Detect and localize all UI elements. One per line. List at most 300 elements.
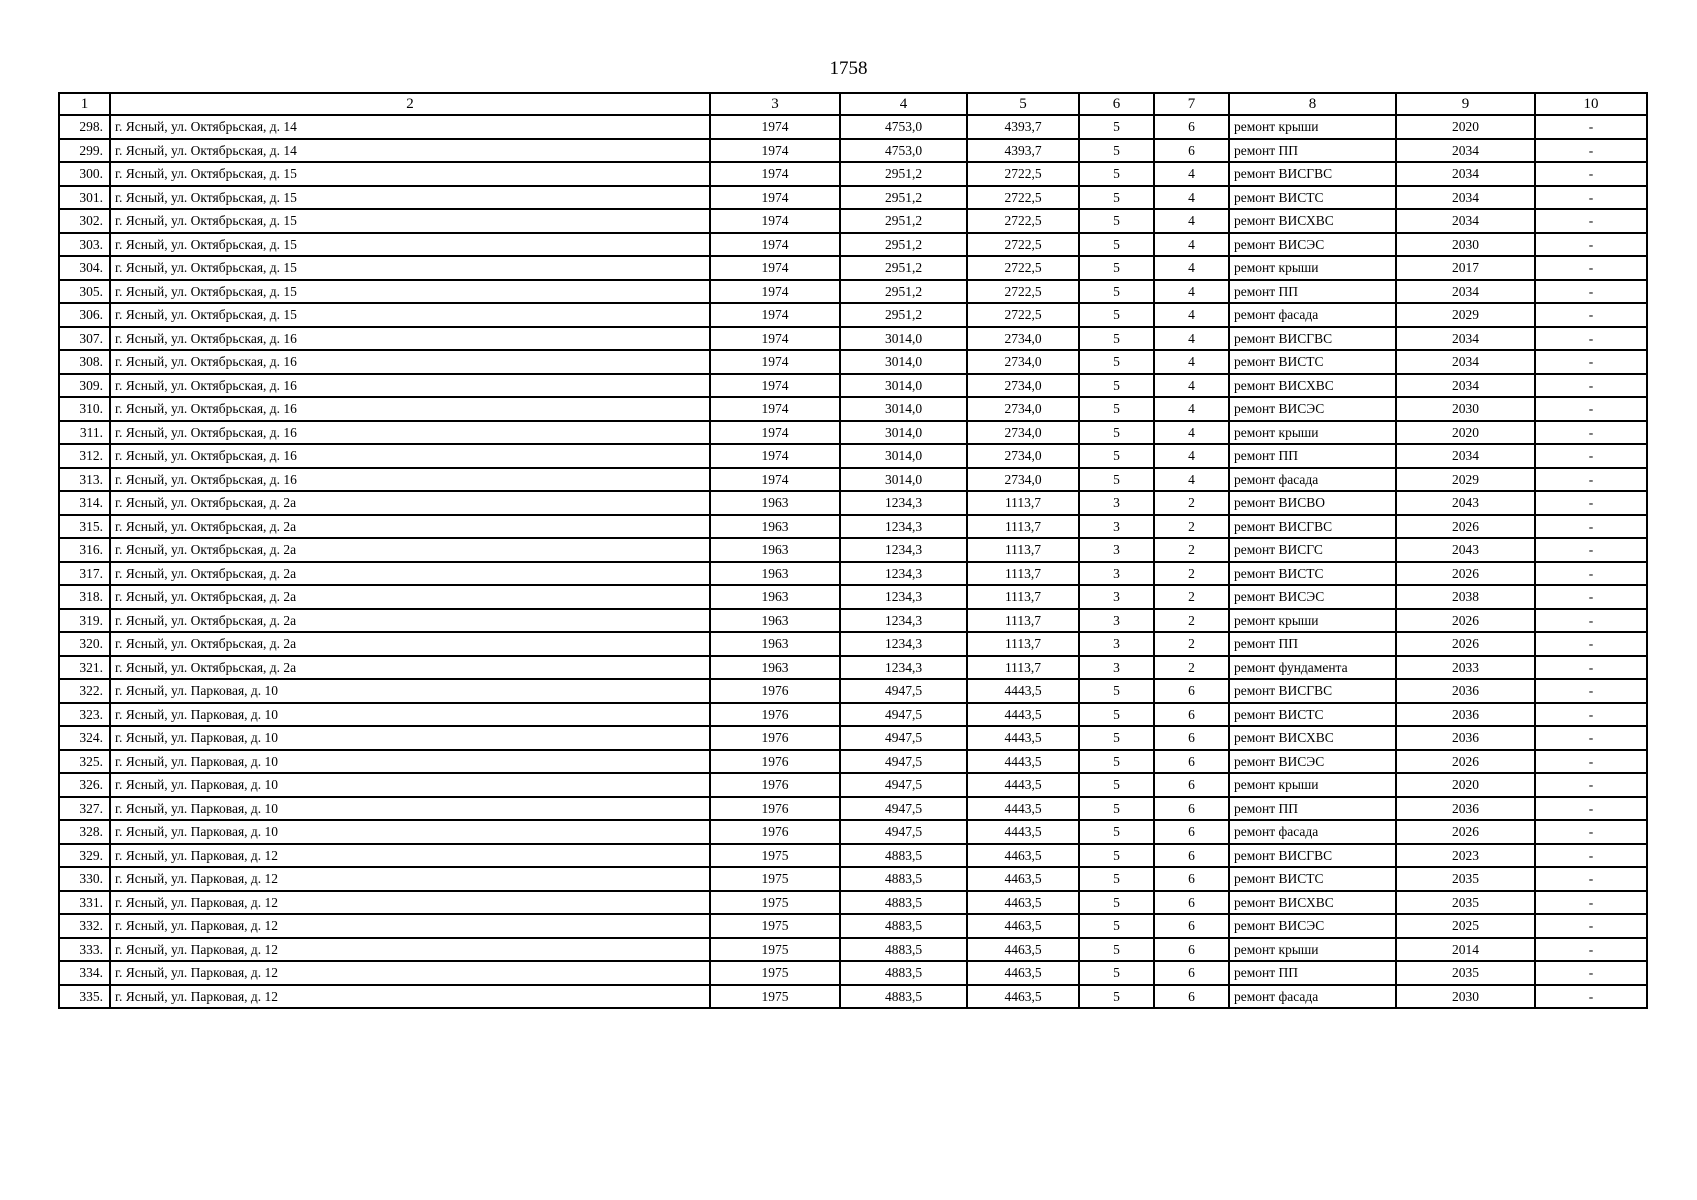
table-row (59, 844, 1647, 868)
cell-plan-year: 2026 (1396, 750, 1535, 774)
cell-note: - (1535, 515, 1647, 539)
cell-living-area: 4393,7 (967, 115, 1079, 139)
table-row (59, 491, 1647, 515)
column-header-5: 5 (967, 93, 1079, 115)
cell-living-area: 2734,0 (967, 350, 1079, 374)
cell-entrances: 2 (1154, 609, 1229, 633)
table-row (59, 327, 1647, 351)
table-row (59, 820, 1647, 844)
cell-note: - (1535, 327, 1647, 351)
cell-work-type: ремонт ВИСХВС (1229, 374, 1396, 398)
cell-work-type: ремонт ВИСТС (1229, 562, 1396, 586)
cell-floors: 5 (1079, 209, 1154, 233)
cell-note: - (1535, 985, 1647, 1009)
table-row (59, 632, 1647, 656)
cell-row-number: 331. (59, 891, 110, 915)
cell-work-type: ремонт ВИСТС (1229, 867, 1396, 891)
cell-plan-year: 2034 (1396, 139, 1535, 163)
cell-entrances: 2 (1154, 491, 1229, 515)
cell-entrances: 6 (1154, 844, 1229, 868)
table-row (59, 186, 1647, 210)
cell-floors: 5 (1079, 256, 1154, 280)
cell-note: - (1535, 139, 1647, 163)
cell-address: г. Ясный, ул. Октябрьская, д. 15 (110, 209, 710, 233)
cell-plan-year: 2029 (1396, 303, 1535, 327)
cell-floors: 5 (1079, 421, 1154, 445)
cell-work-type: ремонт ПП (1229, 797, 1396, 821)
cell-living-area: 2722,5 (967, 256, 1079, 280)
cell-total-area: 4883,5 (840, 961, 967, 985)
cell-address: г. Ясный, ул. Октябрьская, д. 2а (110, 538, 710, 562)
cell-work-type: ремонт ВИСХВС (1229, 891, 1396, 915)
cell-plan-year: 2035 (1396, 867, 1535, 891)
table-row (59, 397, 1647, 421)
cell-entrances: 6 (1154, 938, 1229, 962)
cell-note: - (1535, 656, 1647, 680)
cell-plan-year: 2020 (1396, 421, 1535, 445)
cell-living-area: 4443,5 (967, 726, 1079, 750)
table-row (59, 961, 1647, 985)
cell-living-area: 4443,5 (967, 679, 1079, 703)
cell-floors: 5 (1079, 444, 1154, 468)
cell-address: г. Ясный, ул. Октябрьская, д. 2а (110, 609, 710, 633)
cell-total-area: 1234,3 (840, 491, 967, 515)
cell-living-area: 2734,0 (967, 327, 1079, 351)
cell-note: - (1535, 444, 1647, 468)
cell-entrances: 6 (1154, 867, 1229, 891)
cell-plan-year: 2036 (1396, 797, 1535, 821)
column-header-2: 2 (110, 93, 710, 115)
cell-work-type: ремонт фасада (1229, 303, 1396, 327)
table-row (59, 209, 1647, 233)
cell-work-type: ремонт ВИСТС (1229, 350, 1396, 374)
cell-floors: 3 (1079, 491, 1154, 515)
cell-entrances: 6 (1154, 679, 1229, 703)
cell-year-built: 1974 (710, 256, 840, 280)
cell-note: - (1535, 280, 1647, 304)
cell-total-area: 2951,2 (840, 256, 967, 280)
cell-work-type: ремонт фасада (1229, 820, 1396, 844)
cell-total-area: 3014,0 (840, 421, 967, 445)
cell-address: г. Ясный, ул. Парковая, д. 10 (110, 703, 710, 727)
cell-total-area: 1234,3 (840, 656, 967, 680)
cell-floors: 3 (1079, 632, 1154, 656)
cell-note: - (1535, 491, 1647, 515)
cell-work-type: ремонт ПП (1229, 961, 1396, 985)
cell-entrances: 6 (1154, 750, 1229, 774)
cell-work-type: ремонт крыши (1229, 938, 1396, 962)
cell-address: г. Ясный, ул. Парковая, д. 10 (110, 679, 710, 703)
table-row (59, 280, 1647, 304)
cell-living-area: 1113,7 (967, 515, 1079, 539)
cell-plan-year: 2020 (1396, 115, 1535, 139)
cell-year-built: 1963 (710, 656, 840, 680)
cell-note: - (1535, 632, 1647, 656)
cell-address: г. Ясный, ул. Октябрьская, д. 2а (110, 632, 710, 656)
cell-entrances: 6 (1154, 891, 1229, 915)
cell-floors: 5 (1079, 303, 1154, 327)
cell-note: - (1535, 773, 1647, 797)
cell-address: г. Ясный, ул. Парковая, д. 10 (110, 820, 710, 844)
table-row (59, 444, 1647, 468)
cell-note: - (1535, 468, 1647, 492)
cell-entrances: 4 (1154, 468, 1229, 492)
cell-entrances: 4 (1154, 421, 1229, 445)
cell-floors: 5 (1079, 961, 1154, 985)
cell-year-built: 1963 (710, 515, 840, 539)
cell-floors: 5 (1079, 773, 1154, 797)
cell-note: - (1535, 844, 1647, 868)
cell-note: - (1535, 421, 1647, 445)
cell-year-built: 1963 (710, 562, 840, 586)
table-row (59, 303, 1647, 327)
cell-note: - (1535, 233, 1647, 257)
table-row (59, 515, 1647, 539)
cell-living-area: 1113,7 (967, 656, 1079, 680)
cell-address: г. Ясный, ул. Парковая, д. 10 (110, 797, 710, 821)
cell-entrances: 4 (1154, 350, 1229, 374)
cell-work-type: ремонт ВИСГВС (1229, 515, 1396, 539)
cell-living-area: 4463,5 (967, 844, 1079, 868)
cell-plan-year: 2036 (1396, 726, 1535, 750)
cell-year-built: 1963 (710, 609, 840, 633)
cell-living-area: 2734,0 (967, 397, 1079, 421)
cell-total-area: 4753,0 (840, 115, 967, 139)
cell-work-type: ремонт ВИСЭС (1229, 233, 1396, 257)
cell-floors: 5 (1079, 468, 1154, 492)
column-header-10: 10 (1535, 93, 1647, 115)
cell-total-area: 2951,2 (840, 303, 967, 327)
table-container (58, 92, 1646, 1009)
cell-entrances: 6 (1154, 726, 1229, 750)
cell-address: г. Ясный, ул. Октябрьская, д. 16 (110, 397, 710, 421)
cell-row-number: 305. (59, 280, 110, 304)
cell-year-built: 1975 (710, 914, 840, 938)
cell-note: - (1535, 891, 1647, 915)
cell-row-number: 298. (59, 115, 110, 139)
cell-floors: 5 (1079, 327, 1154, 351)
cell-work-type: ремонт фундамента (1229, 656, 1396, 680)
cell-living-area: 2722,5 (967, 162, 1079, 186)
cell-plan-year: 2034 (1396, 209, 1535, 233)
cell-plan-year: 2026 (1396, 820, 1535, 844)
cell-total-area: 4947,5 (840, 750, 967, 774)
cell-total-area: 1234,3 (840, 515, 967, 539)
cell-floors: 5 (1079, 703, 1154, 727)
cell-floors: 5 (1079, 750, 1154, 774)
cell-entrances: 4 (1154, 444, 1229, 468)
table-row (59, 162, 1647, 186)
cell-plan-year: 2034 (1396, 444, 1535, 468)
cell-work-type: ремонт ПП (1229, 632, 1396, 656)
cell-address: г. Ясный, ул. Октябрьская, д. 15 (110, 186, 710, 210)
table-row (59, 562, 1647, 586)
cell-entrances: 6 (1154, 985, 1229, 1009)
cell-work-type: ремонт ВИСЭС (1229, 914, 1396, 938)
cell-plan-year: 2030 (1396, 397, 1535, 421)
cell-address: г. Ясный, ул. Октябрьская, д. 2а (110, 656, 710, 680)
cell-work-type: ремонт ВИСГВС (1229, 327, 1396, 351)
cell-entrances: 2 (1154, 632, 1229, 656)
cell-row-number: 303. (59, 233, 110, 257)
cell-floors: 3 (1079, 656, 1154, 680)
cell-year-built: 1975 (710, 844, 840, 868)
table-row (59, 468, 1647, 492)
cell-work-type: ремонт ВИСТС (1229, 186, 1396, 210)
cell-address: г. Ясный, ул. Парковая, д. 10 (110, 773, 710, 797)
cell-plan-year: 2034 (1396, 162, 1535, 186)
cell-plan-year: 2035 (1396, 961, 1535, 985)
column-header-7: 7 (1154, 93, 1229, 115)
cell-living-area: 4443,5 (967, 797, 1079, 821)
cell-plan-year: 2036 (1396, 703, 1535, 727)
cell-year-built: 1974 (710, 209, 840, 233)
table-row (59, 656, 1647, 680)
cell-row-number: 304. (59, 256, 110, 280)
table-row (59, 679, 1647, 703)
cell-note: - (1535, 374, 1647, 398)
cell-plan-year: 2023 (1396, 844, 1535, 868)
cell-floors: 5 (1079, 397, 1154, 421)
cell-floors: 3 (1079, 609, 1154, 633)
cell-total-area: 1234,3 (840, 609, 967, 633)
cell-row-number: 334. (59, 961, 110, 985)
cell-total-area: 4947,5 (840, 726, 967, 750)
cell-total-area: 4883,5 (840, 844, 967, 868)
cell-row-number: 311. (59, 421, 110, 445)
cell-work-type: ремонт ВИСГВС (1229, 679, 1396, 703)
cell-total-area: 2951,2 (840, 186, 967, 210)
cell-total-area: 2951,2 (840, 233, 967, 257)
cell-address: г. Ясный, ул. Октябрьская, д. 2а (110, 585, 710, 609)
cell-living-area: 2722,5 (967, 209, 1079, 233)
cell-living-area: 1113,7 (967, 491, 1079, 515)
cell-total-area: 3014,0 (840, 374, 967, 398)
cell-total-area: 4947,5 (840, 820, 967, 844)
cell-work-type: ремонт ВИСЭС (1229, 750, 1396, 774)
cell-plan-year: 2029 (1396, 468, 1535, 492)
cell-entrances: 4 (1154, 186, 1229, 210)
cell-work-type: ремонт крыши (1229, 773, 1396, 797)
header-row (59, 93, 1647, 115)
cell-floors: 5 (1079, 820, 1154, 844)
column-header-4: 4 (840, 93, 967, 115)
column-header-3: 3 (710, 93, 840, 115)
cell-address: г. Ясный, ул. Парковая, д. 12 (110, 891, 710, 915)
cell-address: г. Ясный, ул. Парковая, д. 10 (110, 750, 710, 774)
column-header-1: 1 (59, 93, 110, 115)
table-row (59, 374, 1647, 398)
cell-address: г. Ясный, ул. Парковая, д. 12 (110, 867, 710, 891)
cell-address: г. Ясный, ул. Октябрьская, д. 2а (110, 491, 710, 515)
cell-note: - (1535, 186, 1647, 210)
cell-plan-year: 2038 (1396, 585, 1535, 609)
cell-plan-year: 2017 (1396, 256, 1535, 280)
cell-total-area: 3014,0 (840, 444, 967, 468)
cell-floors: 3 (1079, 515, 1154, 539)
cell-row-number: 320. (59, 632, 110, 656)
cell-floors: 3 (1079, 562, 1154, 586)
cell-year-built: 1975 (710, 985, 840, 1009)
cell-year-built: 1976 (710, 773, 840, 797)
cell-floors: 5 (1079, 139, 1154, 163)
cell-entrances: 4 (1154, 303, 1229, 327)
repair-schedule-table (58, 92, 1648, 1009)
cell-address: г. Ясный, ул. Парковая, д. 12 (110, 914, 710, 938)
cell-total-area: 4753,0 (840, 139, 967, 163)
cell-living-area: 4463,5 (967, 985, 1079, 1009)
cell-note: - (1535, 797, 1647, 821)
cell-living-area: 2722,5 (967, 186, 1079, 210)
cell-living-area: 2734,0 (967, 421, 1079, 445)
cell-total-area: 4947,5 (840, 703, 967, 727)
cell-year-built: 1975 (710, 867, 840, 891)
cell-row-number: 322. (59, 679, 110, 703)
cell-floors: 5 (1079, 797, 1154, 821)
cell-work-type: ремонт ВИСВО (1229, 491, 1396, 515)
column-header-8: 8 (1229, 93, 1396, 115)
cell-row-number: 327. (59, 797, 110, 821)
table-row (59, 115, 1647, 139)
cell-total-area: 1234,3 (840, 632, 967, 656)
cell-living-area: 2734,0 (967, 444, 1079, 468)
cell-address: г. Ясный, ул. Октябрьская, д. 16 (110, 468, 710, 492)
cell-floors: 5 (1079, 350, 1154, 374)
cell-plan-year: 2034 (1396, 374, 1535, 398)
cell-floors: 5 (1079, 186, 1154, 210)
cell-row-number: 324. (59, 726, 110, 750)
table-row (59, 891, 1647, 915)
cell-floors: 5 (1079, 985, 1154, 1009)
table-row (59, 139, 1647, 163)
table-row (59, 726, 1647, 750)
cell-living-area: 4463,5 (967, 891, 1079, 915)
cell-year-built: 1974 (710, 350, 840, 374)
cell-floors: 3 (1079, 585, 1154, 609)
cell-note: - (1535, 585, 1647, 609)
cell-year-built: 1963 (710, 632, 840, 656)
cell-work-type: ремонт крыши (1229, 609, 1396, 633)
cell-living-area: 4393,7 (967, 139, 1079, 163)
table-row (59, 985, 1647, 1009)
cell-living-area: 2722,5 (967, 233, 1079, 257)
cell-plan-year: 2034 (1396, 327, 1535, 351)
cell-plan-year: 2014 (1396, 938, 1535, 962)
cell-entrances: 6 (1154, 914, 1229, 938)
cell-entrances: 4 (1154, 162, 1229, 186)
cell-floors: 5 (1079, 233, 1154, 257)
cell-year-built: 1976 (710, 750, 840, 774)
cell-total-area: 4947,5 (840, 773, 967, 797)
cell-entrances: 2 (1154, 656, 1229, 680)
cell-plan-year: 2020 (1396, 773, 1535, 797)
cell-total-area: 4883,5 (840, 867, 967, 891)
cell-floors: 5 (1079, 844, 1154, 868)
cell-plan-year: 2035 (1396, 891, 1535, 915)
cell-year-built: 1975 (710, 891, 840, 915)
cell-row-number: 323. (59, 703, 110, 727)
cell-note: - (1535, 961, 1647, 985)
cell-work-type: ремонт ВИСГВС (1229, 162, 1396, 186)
table-row (59, 233, 1647, 257)
cell-living-area: 1113,7 (967, 632, 1079, 656)
cell-work-type: ремонт фасада (1229, 468, 1396, 492)
cell-floors: 5 (1079, 914, 1154, 938)
cell-plan-year: 2026 (1396, 562, 1535, 586)
cell-entrances: 6 (1154, 797, 1229, 821)
table-row (59, 585, 1647, 609)
cell-entrances: 4 (1154, 327, 1229, 351)
cell-address: г. Ясный, ул. Октябрьская, д. 16 (110, 327, 710, 351)
cell-note: - (1535, 609, 1647, 633)
cell-work-type: ремонт ВИСХВС (1229, 726, 1396, 750)
cell-year-built: 1976 (710, 726, 840, 750)
cell-row-number: 300. (59, 162, 110, 186)
cell-plan-year: 2043 (1396, 491, 1535, 515)
cell-entrances: 2 (1154, 562, 1229, 586)
cell-plan-year: 2034 (1396, 350, 1535, 374)
cell-note: - (1535, 162, 1647, 186)
cell-year-built: 1974 (710, 468, 840, 492)
cell-year-built: 1974 (710, 303, 840, 327)
column-header-6: 6 (1079, 93, 1154, 115)
cell-work-type: ремонт ВИСТС (1229, 703, 1396, 727)
cell-living-area: 4443,5 (967, 820, 1079, 844)
cell-note: - (1535, 209, 1647, 233)
cell-year-built: 1976 (710, 679, 840, 703)
cell-work-type: ремонт ВИСЭС (1229, 585, 1396, 609)
cell-work-type: ремонт ВИСГС (1229, 538, 1396, 562)
cell-entrances: 2 (1154, 538, 1229, 562)
cell-work-type: ремонт ПП (1229, 280, 1396, 304)
cell-year-built: 1963 (710, 491, 840, 515)
cell-total-area: 3014,0 (840, 468, 967, 492)
cell-total-area: 4947,5 (840, 797, 967, 821)
cell-year-built: 1974 (710, 139, 840, 163)
cell-living-area: 4463,5 (967, 938, 1079, 962)
cell-work-type: ремонт ПП (1229, 139, 1396, 163)
cell-row-number: 328. (59, 820, 110, 844)
cell-floors: 5 (1079, 679, 1154, 703)
cell-entrances: 2 (1154, 585, 1229, 609)
cell-living-area: 2734,0 (967, 468, 1079, 492)
cell-entrances: 6 (1154, 820, 1229, 844)
cell-living-area: 4463,5 (967, 867, 1079, 891)
column-header-9: 9 (1396, 93, 1535, 115)
cell-note: - (1535, 938, 1647, 962)
cell-row-number: 332. (59, 914, 110, 938)
cell-living-area: 4463,5 (967, 914, 1079, 938)
cell-entrances: 2 (1154, 515, 1229, 539)
cell-floors: 5 (1079, 726, 1154, 750)
cell-address: г. Ясный, ул. Октябрьская, д. 14 (110, 115, 710, 139)
cell-living-area: 1113,7 (967, 585, 1079, 609)
cell-row-number: 335. (59, 985, 110, 1009)
cell-work-type: ремонт ВИСЭС (1229, 397, 1396, 421)
cell-year-built: 1974 (710, 327, 840, 351)
cell-total-area: 1234,3 (840, 585, 967, 609)
cell-living-area: 1113,7 (967, 538, 1079, 562)
cell-living-area: 4443,5 (967, 703, 1079, 727)
cell-entrances: 4 (1154, 233, 1229, 257)
cell-address: г. Ясный, ул. Парковая, д. 10 (110, 726, 710, 750)
cell-row-number: 307. (59, 327, 110, 351)
cell-year-built: 1974 (710, 162, 840, 186)
cell-floors: 5 (1079, 374, 1154, 398)
cell-year-built: 1974 (710, 115, 840, 139)
cell-address: г. Ясный, ул. Октябрьская, д. 14 (110, 139, 710, 163)
cell-row-number: 325. (59, 750, 110, 774)
